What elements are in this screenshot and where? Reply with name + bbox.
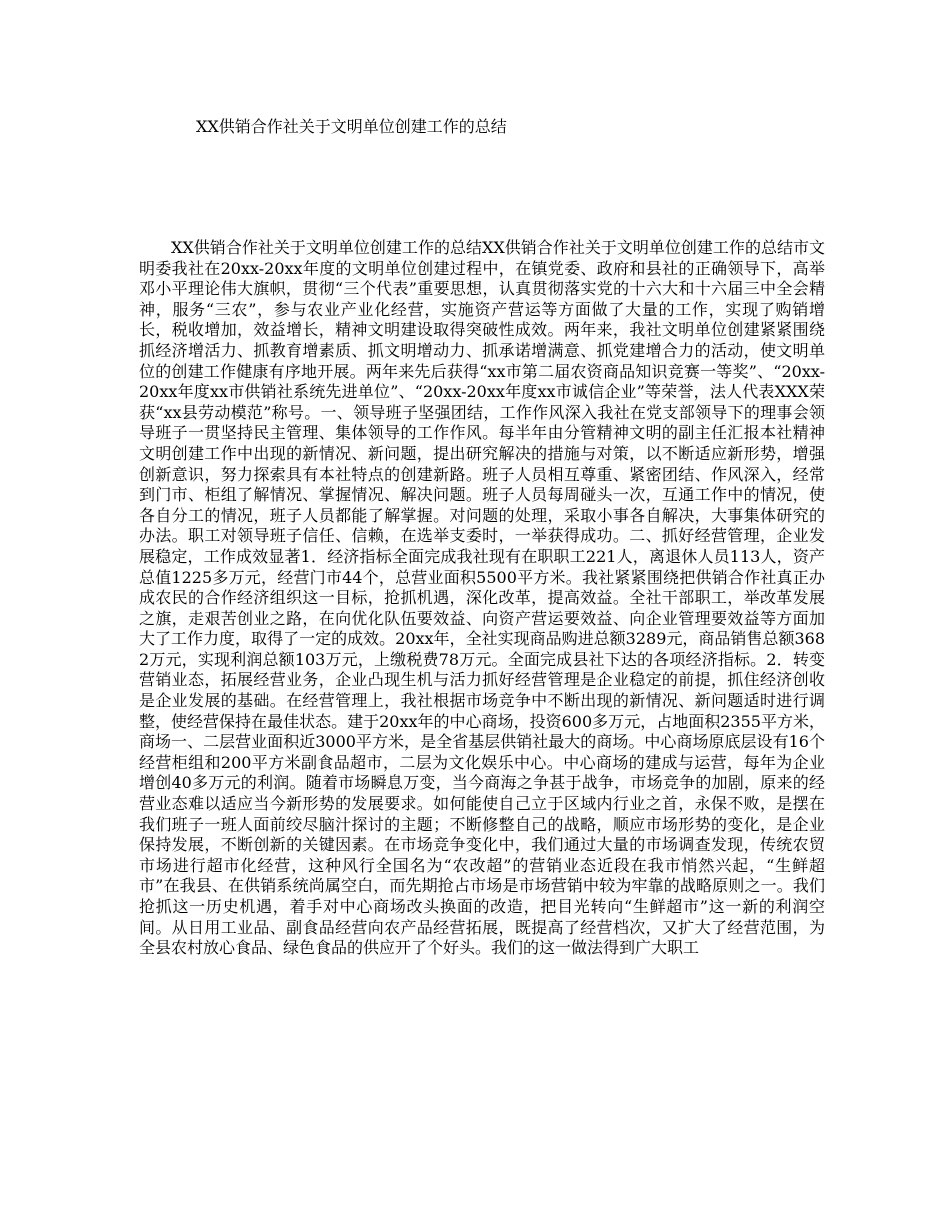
document-body-paragraph: XX供销合作社关于文明单位创建工作的总结XX供销合作社关于文明单位创建工作的总结市文明委我社在20xx-20xx年度的文明单位创建过程中，在镇党委、政府和县社的正确领导下，高举邓小平理论伟大旗帜，贯彻“三个代表”重要思想，认真贯彻落实党的十六大和十六届三中全会精神，服务“三农”，参与农业产业化经营，实施资产营运等方面做了大量的工作，实现了购销增长，税收增加，效益增长，精神文明建设取得突破性成效。两年来，我社文明单位创建紧紧围绕抓经济增活力、抓教育增素质、抓文明增动力、抓承诺增满意、抓党建增合力的活动，使文明单位的创建工作健康有序地开展。两年来先后获得“xx市第二届农资商品知识竞赛一等奖”、“20xx-20xx年度xx市供销社系统先进单位”、“20xx-20xx年度xx市诚信企业”等荣誉，法人代表XXX荣获“xx县劳动模范”称号。一、领导班子坚强团结，工作作风深入我社在党支部领导下的理事会领导班子一贯坚持民主管理、集体领导的工作作风。每半年由分管精神文明的副主任汇报本社精神文明创建工作中出现的新情况、新问题，提出研究解决的措施与对策，以不断适应新形势，增强创新意识，努力探索具有本社特点的创建新路。班子人员相互尊重、紧密团结、作风深入，经常到门市、柜组了解情况、掌握情况、解决问题。班子人员每周碰头一次，互通工作中的情况，使各自分工的情况，班子人员都能了解掌握。对问题的处理，采取小事各自解决，大事集体研究的办法。职工对领导班子信任、信赖，在选举支委时，一举获得成功。二、抓好经营管理，企业发展稳定，工作成效显著1．经济指标全面完成我社现有在职职工221人，离退休人员113人，资产总值1225多万元，经营门市44个，总营业面积5500平方米。我社紧紧围绕把供销合作社真正办成农民的合作经济组织这一目标，抢抓机遇，深化改革，提高效益。全社干部职工，举改革发展之旗，走艰苦创业之路，在向优化队伍要效益、向资产营运要效益、向企业管理要效益等方面加大了工作力度，取得了一定的成效。20xx年，全社实现商品购进总额3289元，商品销售总额3682万元，实现利润总额103万元，上缴税费78万元。全面完成县社下达的各项经济指标。2．转变营销业态，拓展经营业务，企业凸现生机与活力抓好经营管理是企业稳定的前提，抓住经济创收是企业发展的基础。在经营管理上，我社根据市场竞争中不断出现的新情况、新问题适时进行调整，使经营保持在最佳状态。建于20xx年的中心商场，投资600多万元，占地面积2355平方米，商场一、二层营业面积近3000平方米，是全省基层供销社最大的商场。中心商场原底层设有16个经营柜组和200平方米副食品超市，二层为文化娱乐中心。中心商场的建成与运营，每年为企业增创40多万元的利润。随着市场瞬息万变，当今商海之争甚于战争，市场竞争的加剧，原来的经营业态难以适应当今新形势的发展要求。如何能使自己立于区域内行业之首，永保不败，是摆在我们班子一班人面前绞尽脑汁探讨的主题；不断修整自己的战略，顺应市场形势的变化，是企业保持发展，不断创新的关键因素。在市场竞争变化中，我们通过大量的市场调查发现，传统农贸市场进行超市化经营，这种风行全国名为“农改超”的营销业态近段在我市悄然兴起，“生鲜超市”在我县、在供销系统尚属空白，而先期抢占市场是市场营销中较为牢靠的战略原则之一。我们抢抓这一历史机遇，着手对中心商场改头换面的改造，把目光转向“生鲜超市”这一新的利润空间。从日用工业品、副食品经营向农产品经营拓展，既提高了经营档次，又扩大了经营范围，为全县农村放心食品、绿色食品的供应开了个好头。我们的这一做法得到广大职工 (139, 238, 825, 958)
document-title: XX供销合作社关于文明单位创建工作的总结 (196, 117, 507, 136)
